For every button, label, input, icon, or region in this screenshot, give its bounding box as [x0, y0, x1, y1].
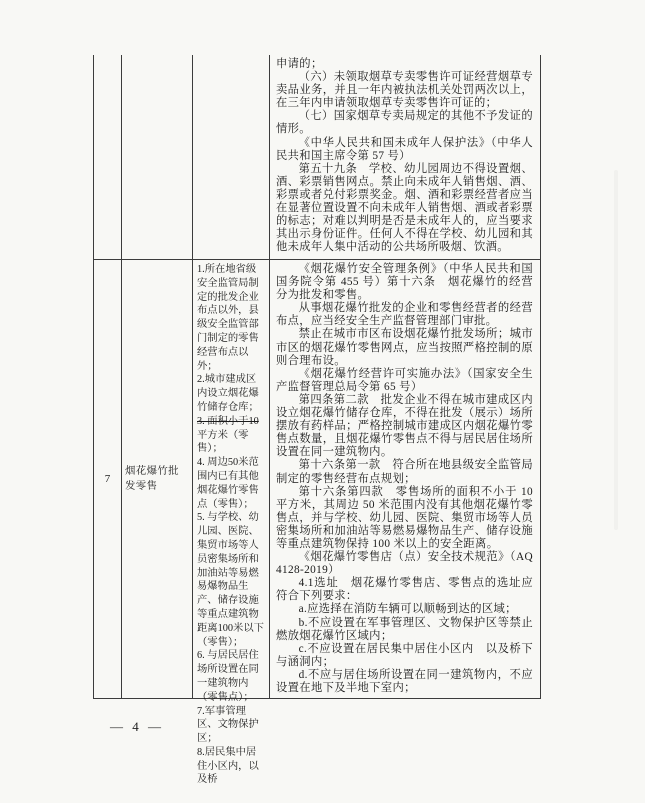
conditions-cell	[193, 260, 270, 786]
paragraph: 4.1选址 烟花爆竹零售店、零售点的选址应符合下列要求：	[276, 577, 533, 603]
paragraph: 《烟花爆竹经营许可实施办法》（国家安全生产监督管理总局令第 65 号）	[276, 367, 533, 393]
condition-item: 7.军事管理区、文物保护区；	[197, 705, 259, 745]
paragraph: 第五十九条 学校、幼儿园周边不得设置烟、酒、彩票销售网点。禁止向未成年人销售烟、酒、彩票或者兑付彩票奖金。烟、酒和彩票经营者应当在显著位置设置不向未成年人销售烟、酒或者彩票的标志；对难以判明是否是未成年人的，应当要求其出示身份证件。任何人不得在学校、幼儿园和其他未成年人集中活动的公共场所吸烟、饮酒。	[276, 162, 533, 254]
regulation-table	[93, 55, 541, 786]
item-name-cell	[122, 260, 193, 698]
paragraph: 第四条第二款 批发企业不得在城市建成区内设立烟花爆竹储存仓库，不得在批发（展示）场所摆放有药样品；严格控制城市建成区内烟花爆竹零售点数量，且烟花爆竹零售点不得与居民居住场所设置在同一建筑物内。	[276, 393, 533, 459]
prev-row-legal-basis-cell	[270, 55, 541, 260]
paragraph: a.应选择在消防车辆可以顺畅到达的区域；	[298, 603, 517, 616]
legal-basis-cell	[270, 260, 541, 698]
prev-row-item-cell	[122, 55, 193, 260]
condition-item: 3. 面积小于10平方米（零售）；	[197, 415, 259, 455]
prev-row-conditions-cell	[193, 55, 270, 260]
struck-text: 3. 面积小于10	[197, 415, 259, 427]
paragraph: 《烟花爆竹安全管理条例》（中华人民共和国国务院令第 455 号）第十六条 烟花爆竹的经营分为批发和零售。	[276, 263, 533, 302]
paragraph: 申请的；	[276, 58, 323, 70]
paragraph: （七）国家烟草专卖局规定的其他不予发证的情形。	[276, 110, 533, 136]
row-number	[94, 260, 122, 698]
scan-artifact	[614, 170, 618, 530]
condition-item: 5. 与学校、幼儿园、医院、集贸市场等人员密集场所和加油站等易燃易爆物品生产、储存设施等重点建筑物距离100米以下（零售）；	[197, 512, 264, 648]
paragraph: b.不应设置在军事管理区、文物保护区等禁止燃放烟花爆竹区域内；	[276, 616, 533, 642]
paragraph: 《烟花爆竹零售店（点）安全技术规范》（AQ 4128-2019）	[276, 551, 533, 577]
paragraph: 禁止在城市市区布设烟花爆竹批发场所；城市市区的烟花爆竹零售网点，应当按照严格控制的原则合理布设。	[276, 328, 533, 367]
condition-item: 1.所在地省级安全监管局制定的批发企业布点以外，县级安全监管部门制定的零售经营布点以外；	[197, 264, 259, 372]
paragraph: （六）未领取烟草专卖零售许可证经营烟草专卖品业务，并且一年内被执法机关处罚两次以上，在三年内申请领取烟草专卖零售许可证的；	[276, 71, 533, 110]
item-name-text: 烟花爆竹批发零售	[125, 466, 179, 492]
paragraph: c.不应设置在居民集中居住小区内 以及桥下与涵洞内；	[276, 642, 533, 668]
prev-row-number-cell	[94, 55, 122, 260]
condition-item: 4. 周边50米范围内已有其他烟花爆竹零售点（零售）；	[197, 457, 259, 510]
paragraph: 第十六条第四款 零售场所的面积不小于 10 平方米，其周边 50 米范围内没有其他烟花爆竹零售点，并与学校、幼儿园、医院、集贸市场等人员密集场所和加油站等易燃易爆物品生产、储存设施等重点建筑物保持 100 米以上的安全距离。	[276, 485, 533, 550]
page-number: — 4 —	[110, 719, 164, 734]
paragraph: d.不应与居住场所设置在同一建筑物内，不应设置在地下及半地下室内；	[276, 668, 533, 694]
row-number-text: 7	[104, 473, 111, 485]
paragraph: 从事烟花爆竹批发的企业和零售经营者的经营布点，应当经安全生产监督管理部门审批。	[276, 302, 533, 328]
condition-item: 6. 与居民居住场所设置在同一建筑物内（零售点）；	[197, 650, 259, 703]
condition-item: 8.居民集中居住小区内，以及桥	[197, 746, 259, 786]
paragraph: 《中华人民共和国未成年人保护法》（中华人民共和国主席令第 57 号）	[276, 136, 533, 162]
paragraph: 第十六条第一款 符合所在地县级安全监管局制定的零售经营布点规划；	[276, 459, 533, 485]
condition-item: 2.城市建成区内设立烟花爆竹储存仓库；	[197, 374, 259, 413]
